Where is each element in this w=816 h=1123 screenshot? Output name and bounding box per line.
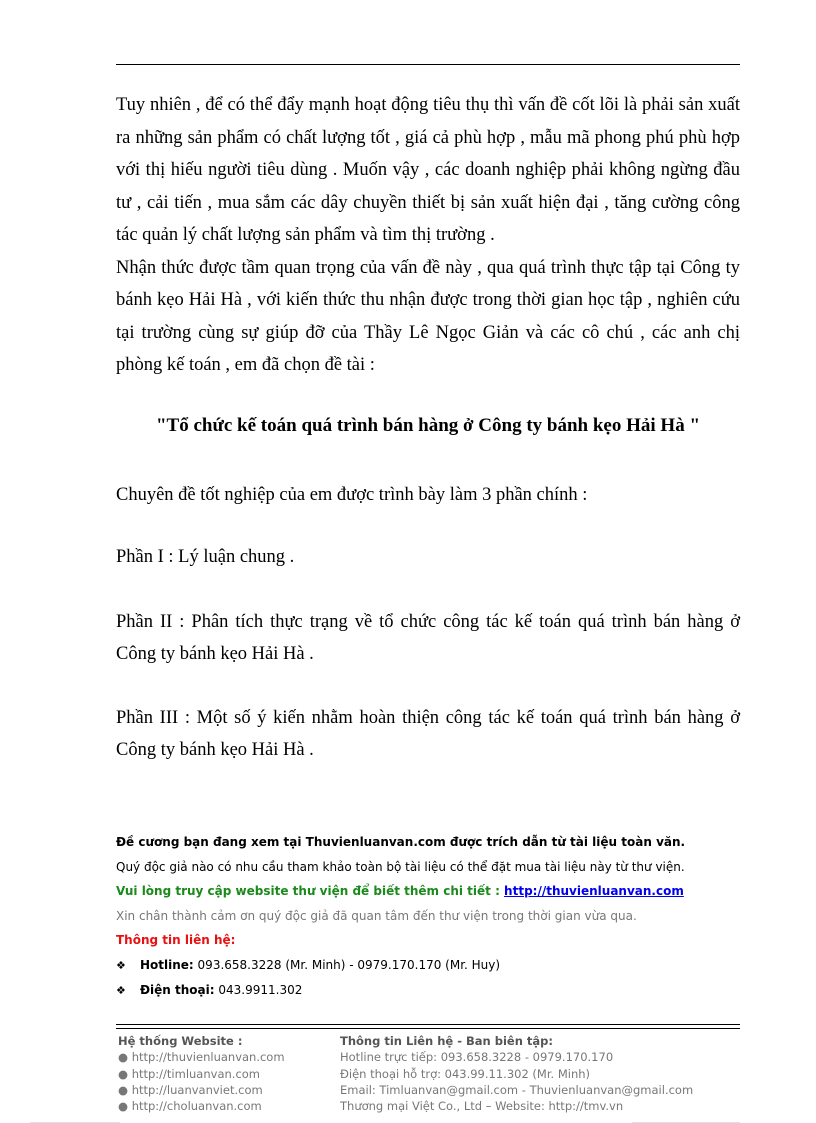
footer-contact-line: Thương mại Việt Co., Ltd – Website: http://tmv.vn <box>340 1099 624 1114</box>
paragraph-1: Tuy nhiên , để có thể đẩy mạnh hoạt động tiêu thụ thì vấn đề cốt lõi là phải sản xuất ra những sản phẩm có chất lượng tốt , giá cả phù hợp , mẫu mã phong phú phù hợp với thị hiếu người tiêu dùng . Muốn vậy , các doanh nghiệp phải không ngừng đầu tư , cải tiến , mua sắm các dây chuyền thiết bị sản xuất hiện đại , tăng cường công tác quản lý chất lượng sản phẩm và tìm thị trường . <box>116 95 740 245</box>
part-1: Phần I : Lý luận chung . <box>116 547 295 567</box>
footer-website-link[interactable]: ● http://luanvanviet.com <box>118 1082 263 1097</box>
header-rule <box>116 64 740 65</box>
notice-visit-text: Vui lòng truy cập website thư viện để biết thêm chi tiết : <box>116 884 505 898</box>
phone-value: 043.9911.302 <box>214 983 303 997</box>
footer-contact-line: Hotline trực tiếp: 093.658.3228 - 0979.170.170 <box>340 1050 614 1065</box>
footer-websites-heading: Hệ thống Website : <box>118 1034 243 1048</box>
hotline-label: Hotline: <box>140 957 194 972</box>
footer-website-link[interactable]: ● http://choluanvan.com <box>118 1099 262 1114</box>
footer-website-link[interactable]: ● http://thuvienluanvan.com <box>118 1050 285 1065</box>
contact-heading: Thông tin liên hệ: <box>116 933 236 947</box>
part-2: Phần II : Phân tích thực trạng về tổ chức công tác kế toán quá trình bán hàng ở Công ty bánh kẹo Hải Hà . <box>116 612 740 664</box>
footer-rule-thick <box>116 1024 740 1025</box>
paragraph-2: Nhận thức được tầm quan trọng của vấn đề này , qua quá trình thực tập tại Công ty bánh kẹo Hải Hà , với kiến thức thu nhận được trong thời gian học tập , nghiên cứu tại trường cùng sự giúp đỡ của Thầy Lê Ngọc Giản và các cô chú , các anh chị phòng kế toán , em đã chọn đề tài : <box>116 257 740 375</box>
thesis-title: "Tổ chức kế toán quá trình bán hàng ở Công ty bánh kẹo Hải Hà " <box>156 415 700 436</box>
footer-contacts-heading: Thông tin Liên hệ - Ban biên tập: <box>340 1034 553 1048</box>
footer-rule-thin <box>116 1028 740 1029</box>
library-link[interactable]: http://thuvienluanvan.com <box>504 884 684 898</box>
footer-website-link[interactable]: ● http://timluanvan.com <box>118 1066 261 1081</box>
footer-websites <box>118 1033 285 1114</box>
notice-line-4: Xin chân thành cảm ơn quý độc giả đã quan tâm đến thư viện trong thời gian vừa qua. <box>116 908 637 923</box>
hotline-row <box>116 953 756 979</box>
phone-row <box>116 978 756 1004</box>
footer-contact-line: Email: Timluanvan@gmail.com - Thuvienluanvan@gmail.com <box>340 1082 694 1097</box>
footer-contacts <box>340 1033 693 1114</box>
diamond-bullet-icon: ❖ <box>116 984 126 997</box>
diamond-bullet-icon: ❖ <box>116 958 126 972</box>
notice-line-2: Quý độc giả nào có nhu cầu tham khảo toàn bộ tài liệu có thể đặt mua tài liệu này từ thư viện. <box>116 859 685 874</box>
notice-line-3 <box>116 879 756 904</box>
body-paragraphs <box>116 89 740 382</box>
library-notice <box>116 830 756 1004</box>
part-3: Phần III : Một số ý kiến nhằm hoàn thiện công tác kế toán quá trình bán hàng ở Công ty bánh kẹo Hải Hà . <box>116 708 740 760</box>
hotline-value: 093.658.3228 (Mr. Minh) - 0979.170.170 (Mr. Huy) <box>193 957 501 972</box>
intro-line: Chuyên đề tốt nghiệp của em được trình bày làm 3 phần chính : <box>116 485 588 505</box>
notice-line-1: Đề cương bạn đang xem tại Thuvienluanvan.com được trích dẫn từ tài liệu toàn văn. <box>116 835 686 849</box>
phone-label: Điện thoại: <box>140 983 215 997</box>
footer-contact-line: Điện thoại hỗ trợ: 043.99.11.302 (Mr. Minh) <box>340 1066 591 1081</box>
